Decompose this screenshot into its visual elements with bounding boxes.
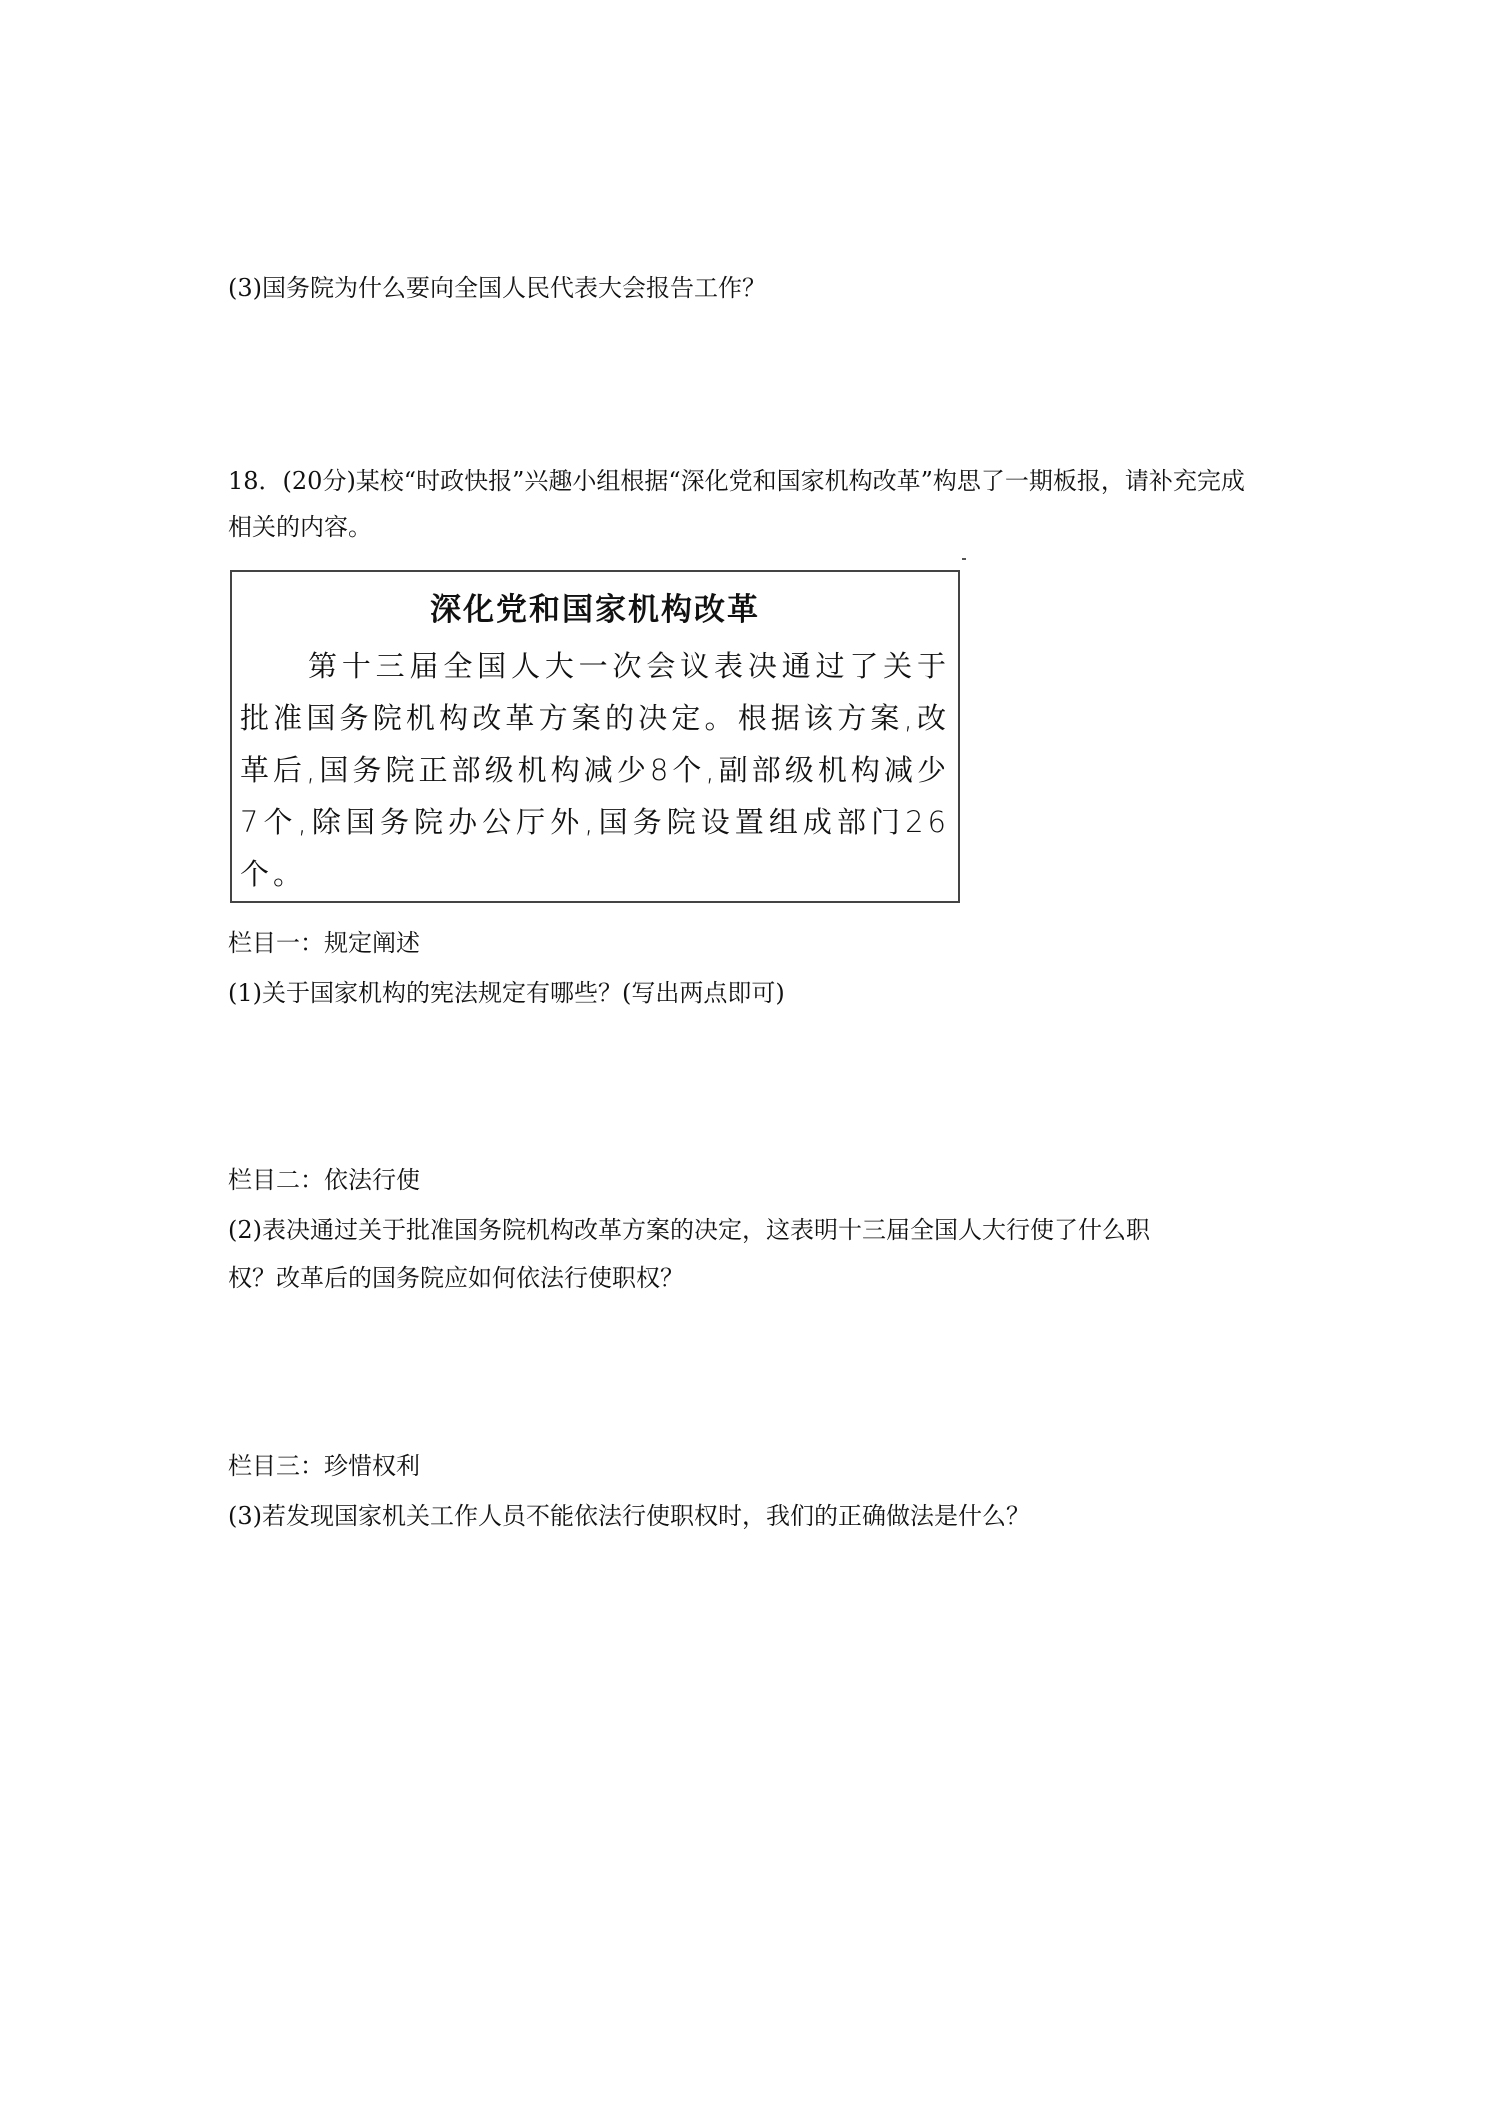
column3-heading: 栏目三：珍惜权利 xyxy=(228,1452,420,1480)
board-text: 第十三届全国人大一次会议表决通过了关于批准国务院机构改革方案的决定。根据该方案,改革后,国务院正部级机构减少8个,副部级机构减少7个,除国务院办公厅外,国务院设置组成部门26个。 xyxy=(240,649,950,891)
column1-heading: 栏目一：规定阐述 xyxy=(228,929,420,957)
q17-part3-question: (3)国务院为什么要向全国人民代表大会报告工作？ xyxy=(228,274,766,302)
column2-question-line2: 权？改革后的国务院应如何依法行使职权？ xyxy=(228,1264,684,1292)
column2-heading: 栏目二：依法行使 xyxy=(228,1166,420,1194)
scan-mark xyxy=(962,558,966,560)
blackboard-newspaper-box xyxy=(230,570,960,903)
column1-question: (1)关于国家机构的宪法规定有哪些？(写出两点即可) xyxy=(228,979,785,1007)
board-title: 深化党和国家机构改革 xyxy=(430,592,760,628)
q18-intro: 18．(20分)某校“时政快报”兴趣小组根据“深化党和国家机构改革”构思了一期板报，请补充完成相关的内容。 xyxy=(228,467,1245,541)
column2-question-line1: (2)表决通过关于批准国务院机构改革方案的决定，这表明十三届全国人大行使了什么职 xyxy=(228,1216,1150,1244)
column3-question: (3)若发现国家机关工作人员不能依法行使职权时，我们的正确做法是什么？ xyxy=(228,1502,1030,1530)
